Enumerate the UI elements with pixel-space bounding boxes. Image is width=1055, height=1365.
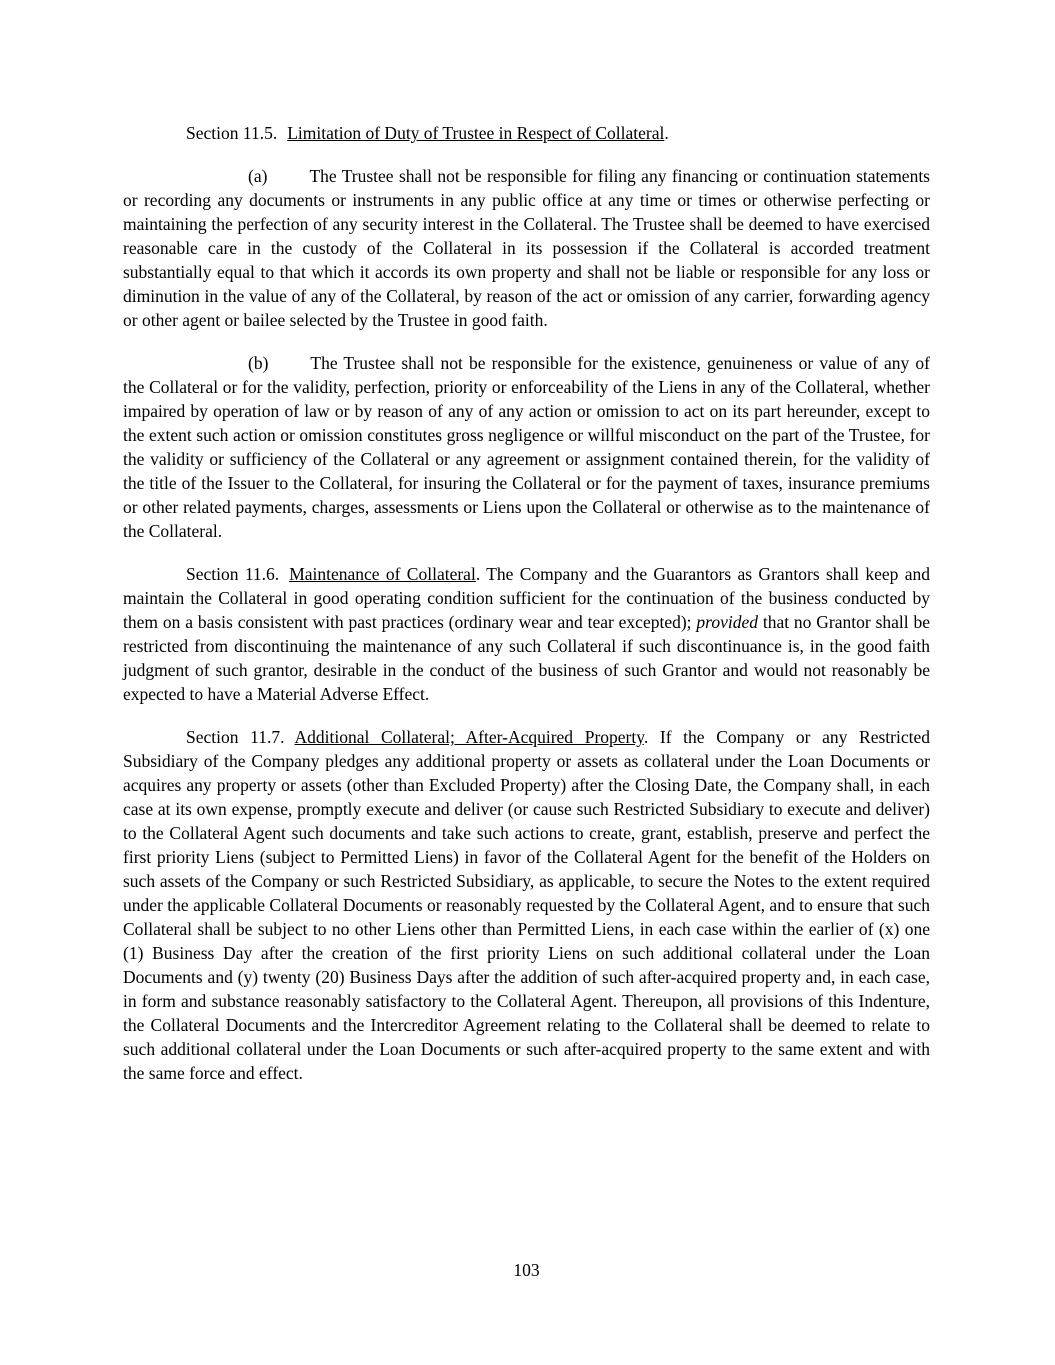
section-11-5-paragraph-b (123, 351, 930, 543)
section-11-5-label: Section 11.5. (186, 123, 278, 143)
paragraph-b-marker: (b) (248, 353, 269, 373)
section-11-6-label: Section 11.6. (186, 564, 280, 584)
section-11-6-italic-word: provided (696, 612, 758, 632)
section-11-5-heading (123, 121, 930, 145)
page-number: 103 (513, 1260, 540, 1280)
paragraph-a-marker: (a) (248, 166, 268, 186)
section-11-6-text-after-italic: that no Grantor shall be restricted from discontinuing the maintenance of any such Collateral if such discontinuance is, in the good faith judgment of such grantor, desirable in the conduct of the business of such Grantor and would not reasonably be expected to have a Material Adverse Effect. (123, 612, 931, 704)
section-11-7-text: . If the Company or any Restricted Subsidiary of the Company pledges any additional property or assets as collateral under the Loan Documents or acquires any property or assets (other than Excluded Property) after the Closing Date, the Company shall, in each case at its own expense, promptly execute and deliver (or cause such Restricted Subsidiary to execute and deliver) to the Collateral Agent such documents and take such actions to create, grant, establish, preserve and perfect the first priority Liens (subject to Permitted Liens) in favor of the Collateral Agent for the benefit of the Holders on such assets of the Company or such Restricted Subsidiary, as applicable, to secure the Notes to the extent required under the applicable Collateral Documents or reasonably requested by the Collateral Agent, and to ensure that such Collateral shall be subject to no other Liens other than Permitted Liens, in each case within the earlier of (x) one (1) Business Day after the creation of the first priority Liens on such additional collateral under the Loan Documents and (y) twenty (20) Business Days after the addition of such after-acquired property and, in each case, in form and substance reasonably satisfactory to the Collateral Agent. Thereupon, all provisions of this Indenture, the Collateral Documents and the Intercreditor Agreement relating to the Collateral shall be deemed to relate to such additional collateral under the Loan Documents or such after-acquired property to the same extent and with the same force and effect. (123, 727, 930, 1083)
paragraph-b-text: The Trustee shall not be responsible for the existence, genuineness or value of any of the Collateral or for the validity, perfection, priority or enforceability of the Liens in any of the Collateral, whether impaired by operation of law or by reason of any of any action or omission to act on its part hereunder, except to the extent such action or omission constitutes gross negligence or willful misconduct on the part of the Trustee, for the validity or sufficiency of the Collateral or any agreement or assignment contained therein, for the validity of the title of the Issuer to the Collateral, for insuring the Collateral or for the payment of taxes, insurance premiums or other related payments, charges, assessments or Liens upon the Collateral or otherwise as to the maintenance of the Collateral. (123, 353, 930, 541)
section-11-7-title: Additional Collateral; After-Acquired Property (294, 727, 644, 747)
section-11-5-title-suffix: . (664, 123, 669, 143)
section-11-6-paragraph (123, 562, 930, 706)
section-11-5-title: Limitation of Duty of Trustee in Respect of Collateral (287, 123, 665, 143)
section-11-7-label: Section 11.7. (186, 727, 285, 747)
section-11-6-text-before-italic: . The Company and the Guarantors as Grantors shall keep and maintain the Collateral in good operating condition sufficient for the continuation of the business conducted by them on a basis consistent with past practices (ordinary wear and tear excepted); (123, 564, 931, 632)
section-11-5-paragraph-a (123, 164, 930, 332)
section-11-6-title: Maintenance of Collateral (289, 564, 476, 584)
paragraph-a-text: The Trustee shall not be responsible for filing any financing or continuation statements or recording any documents or instruments in any public office at any time or times or otherwise perfecting or maintaining the perfection of any security interest in the Collateral. The Trustee shall be deemed to have exercised reasonable care in the custody of the Collateral in its possession if the Collateral is accorded treatment substantially equal to that which it accords its own property and shall not be liable or responsible for any loss or diminution in the value of any of the Collateral, by reason of the act or omission of any carrier, forwarding agency or other agent or bailee selected by the Trustee in good faith. (123, 166, 930, 330)
section-11-7-paragraph (123, 725, 930, 1085)
